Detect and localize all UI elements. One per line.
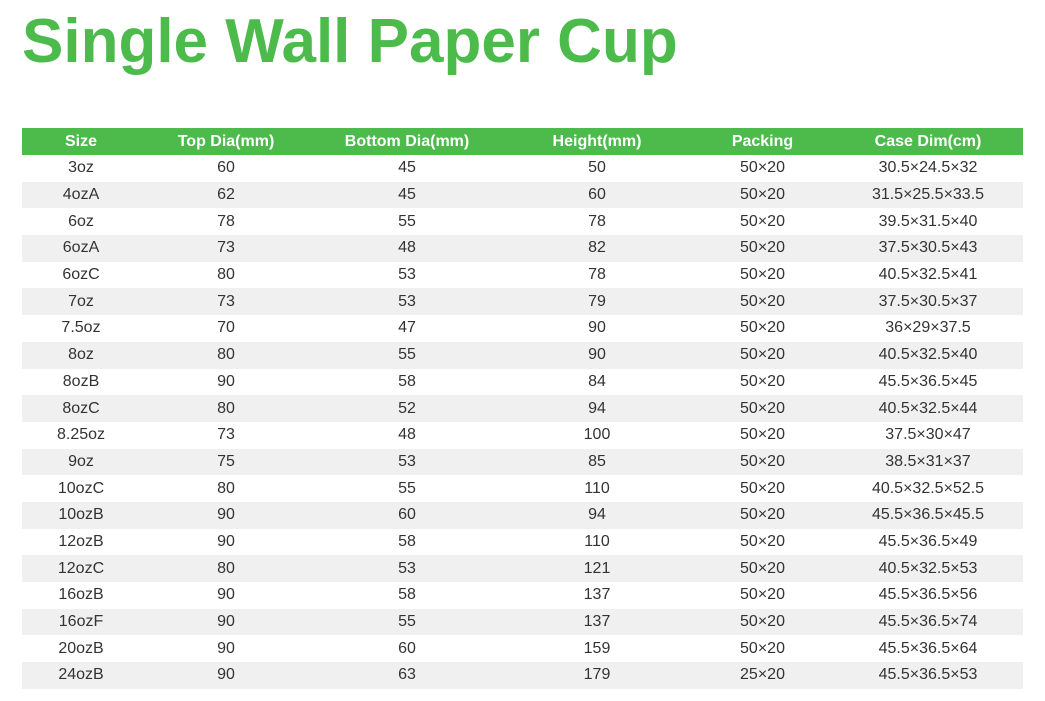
table-row: [22, 262, 1023, 289]
spec-table-container: [22, 128, 1023, 689]
cell-bottom-dia: 53: [312, 262, 502, 289]
cell-size: 6ozC: [22, 262, 140, 289]
table-row: [22, 529, 1023, 556]
cell-height: 110: [502, 529, 692, 556]
cell-size: 8ozB: [22, 369, 140, 396]
cell-packing: 25×20: [692, 662, 833, 689]
cell-size: 6ozA: [22, 235, 140, 262]
table-row: [22, 315, 1023, 342]
cell-size: 12ozC: [22, 555, 140, 582]
cell-height: 79: [502, 288, 692, 315]
table-row: [22, 235, 1023, 262]
cell-top-dia: 90: [140, 662, 312, 689]
cell-bottom-dia: 53: [312, 449, 502, 476]
table-row: [22, 395, 1023, 422]
cell-case-dim: 37.5×30×47: [833, 422, 1023, 449]
cell-case-dim: 40.5×32.5×53: [833, 555, 1023, 582]
cell-case-dim: 45.5×36.5×53: [833, 662, 1023, 689]
cell-top-dia: 80: [140, 475, 312, 502]
column-header-size: Size: [22, 128, 140, 155]
cell-height: 50: [502, 155, 692, 182]
cell-size: 8oz: [22, 342, 140, 369]
cell-size: 8ozC: [22, 395, 140, 422]
table-row: [22, 582, 1023, 609]
cell-size: 12ozB: [22, 529, 140, 556]
table-row: [22, 369, 1023, 396]
cell-packing: 50×20: [692, 502, 833, 529]
cell-top-dia: 73: [140, 235, 312, 262]
cell-size: 3oz: [22, 155, 140, 182]
column-header-bottom-dia: Bottom Dia(mm): [312, 128, 502, 155]
cell-bottom-dia: 45: [312, 182, 502, 209]
cell-height: 60: [502, 182, 692, 209]
cell-size: 10ozC: [22, 475, 140, 502]
cell-bottom-dia: 48: [312, 235, 502, 262]
cell-bottom-dia: 45: [312, 155, 502, 182]
table-header-row: [22, 128, 1023, 155]
table-row: [22, 555, 1023, 582]
cell-height: 94: [502, 395, 692, 422]
cell-case-dim: 40.5×32.5×52.5: [833, 475, 1023, 502]
cell-top-dia: 70: [140, 315, 312, 342]
cell-top-dia: 73: [140, 422, 312, 449]
cell-case-dim: 37.5×30.5×43: [833, 235, 1023, 262]
table-header: [22, 128, 1023, 155]
cell-height: 100: [502, 422, 692, 449]
cell-case-dim: 45.5×36.5×45.5: [833, 502, 1023, 529]
table-row: [22, 609, 1023, 636]
cell-size: 16ozF: [22, 609, 140, 636]
cell-top-dia: 80: [140, 555, 312, 582]
cell-case-dim: 40.5×32.5×40: [833, 342, 1023, 369]
cell-case-dim: 45.5×36.5×56: [833, 582, 1023, 609]
cell-bottom-dia: 53: [312, 555, 502, 582]
spec-table: [22, 128, 1023, 689]
table-row: [22, 155, 1023, 182]
column-header-top-dia: Top Dia(mm): [140, 128, 312, 155]
cell-packing: 50×20: [692, 208, 833, 235]
cell-size: 10ozB: [22, 502, 140, 529]
table-row: [22, 635, 1023, 662]
cell-bottom-dia: 60: [312, 635, 502, 662]
cell-bottom-dia: 63: [312, 662, 502, 689]
table-row: [22, 502, 1023, 529]
cell-packing: 50×20: [692, 369, 833, 396]
cell-top-dia: 75: [140, 449, 312, 476]
cell-bottom-dia: 52: [312, 395, 502, 422]
table-row: [22, 342, 1023, 369]
cell-packing: 50×20: [692, 342, 833, 369]
column-header-packing: Packing: [692, 128, 833, 155]
cell-bottom-dia: 55: [312, 609, 502, 636]
cell-top-dia: 80: [140, 342, 312, 369]
cell-height: 137: [502, 582, 692, 609]
cell-case-dim: 45.5×36.5×49: [833, 529, 1023, 556]
cell-top-dia: 90: [140, 635, 312, 662]
cell-top-dia: 80: [140, 262, 312, 289]
cell-height: 85: [502, 449, 692, 476]
cell-top-dia: 78: [140, 208, 312, 235]
page-title: Single Wall Paper Cup: [22, 7, 678, 76]
cell-bottom-dia: 58: [312, 369, 502, 396]
cell-packing: 50×20: [692, 315, 833, 342]
table-row: [22, 288, 1023, 315]
cell-case-dim: 30.5×24.5×32: [833, 155, 1023, 182]
cell-case-dim: 31.5×25.5×33.5: [833, 182, 1023, 209]
cell-packing: 50×20: [692, 582, 833, 609]
cell-case-dim: 37.5×30.5×37: [833, 288, 1023, 315]
cell-height: 90: [502, 342, 692, 369]
cell-bottom-dia: 55: [312, 475, 502, 502]
cell-packing: 50×20: [692, 635, 833, 662]
cell-case-dim: 45.5×36.5×64: [833, 635, 1023, 662]
cell-case-dim: 36×29×37.5: [833, 315, 1023, 342]
cell-top-dia: 62: [140, 182, 312, 209]
cell-size: 24ozB: [22, 662, 140, 689]
cell-top-dia: 90: [140, 582, 312, 609]
cell-size: 8.25oz: [22, 422, 140, 449]
cell-case-dim: 40.5×32.5×44: [833, 395, 1023, 422]
cell-packing: 50×20: [692, 475, 833, 502]
cell-top-dia: 90: [140, 369, 312, 396]
cell-case-dim: 38.5×31×37: [833, 449, 1023, 476]
cell-packing: 50×20: [692, 395, 833, 422]
cell-case-dim: 39.5×31.5×40: [833, 208, 1023, 235]
cell-bottom-dia: 55: [312, 342, 502, 369]
column-header-height: Height(mm): [502, 128, 692, 155]
cell-height: 179: [502, 662, 692, 689]
cell-bottom-dia: 55: [312, 208, 502, 235]
cell-top-dia: 80: [140, 395, 312, 422]
cell-top-dia: 73: [140, 288, 312, 315]
cell-case-dim: 45.5×36.5×45: [833, 369, 1023, 396]
cell-size: 20ozB: [22, 635, 140, 662]
cell-height: 121: [502, 555, 692, 582]
cell-bottom-dia: 58: [312, 582, 502, 609]
cell-packing: 50×20: [692, 155, 833, 182]
cell-bottom-dia: 47: [312, 315, 502, 342]
cell-bottom-dia: 60: [312, 502, 502, 529]
cell-height: 78: [502, 262, 692, 289]
cell-top-dia: 90: [140, 529, 312, 556]
cell-height: 159: [502, 635, 692, 662]
cell-height: 84: [502, 369, 692, 396]
cell-height: 137: [502, 609, 692, 636]
cell-packing: 50×20: [692, 262, 833, 289]
cell-size: 16ozB: [22, 582, 140, 609]
cell-top-dia: 90: [140, 502, 312, 529]
cell-packing: 50×20: [692, 449, 833, 476]
cell-packing: 50×20: [692, 235, 833, 262]
cell-packing: 50×20: [692, 288, 833, 315]
cell-size: 9oz: [22, 449, 140, 476]
cell-height: 90: [502, 315, 692, 342]
cell-bottom-dia: 53: [312, 288, 502, 315]
cell-bottom-dia: 48: [312, 422, 502, 449]
column-header-case-dim: Case Dim(cm): [833, 128, 1023, 155]
cell-size: 4ozA: [22, 182, 140, 209]
cell-size: 7.5oz: [22, 315, 140, 342]
cell-packing: 50×20: [692, 182, 833, 209]
cell-case-dim: 40.5×32.5×41: [833, 262, 1023, 289]
table-row: [22, 662, 1023, 689]
table-row: [22, 182, 1023, 209]
cell-top-dia: 60: [140, 155, 312, 182]
cell-case-dim: 45.5×36.5×74: [833, 609, 1023, 636]
table-row: [22, 449, 1023, 476]
cell-size: 6oz: [22, 208, 140, 235]
table-row: [22, 475, 1023, 502]
cell-height: 78: [502, 208, 692, 235]
cell-height: 82: [502, 235, 692, 262]
cell-packing: 50×20: [692, 422, 833, 449]
cell-size: 7oz: [22, 288, 140, 315]
table-row: [22, 422, 1023, 449]
table-body: [22, 155, 1023, 689]
cell-top-dia: 90: [140, 609, 312, 636]
cell-packing: 50×20: [692, 609, 833, 636]
table-row: [22, 208, 1023, 235]
cell-packing: 50×20: [692, 529, 833, 556]
cell-bottom-dia: 58: [312, 529, 502, 556]
cell-height: 94: [502, 502, 692, 529]
cell-packing: 50×20: [692, 555, 833, 582]
cell-height: 110: [502, 475, 692, 502]
